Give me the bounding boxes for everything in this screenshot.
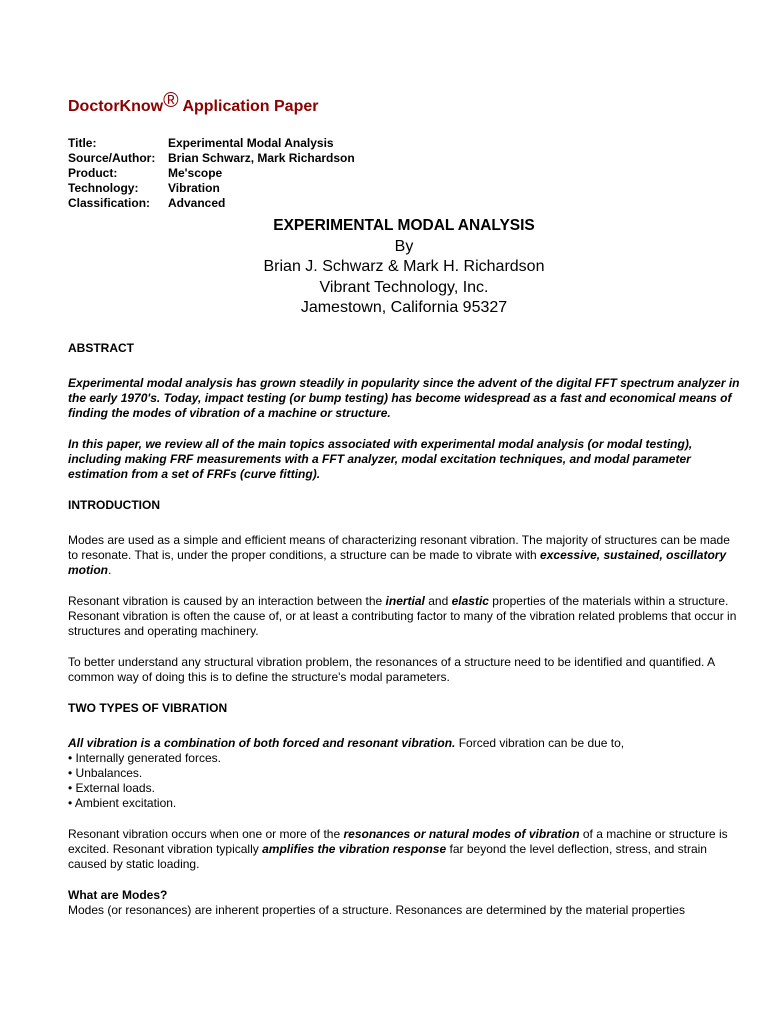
text-run: . (108, 562, 112, 577)
text-run: Forced vibration can be due to, (455, 735, 625, 750)
meta-key: Classification: (68, 196, 151, 210)
meta-value: Experimental Modal Analysis (168, 136, 334, 150)
by-line: By (394, 237, 414, 255)
text-run: Resonant vibration occurs when one or more of the (68, 826, 344, 841)
emphasis-text: amplifies the vibration response (262, 841, 447, 856)
location-line: Jamestown, California 95327 (300, 299, 508, 316)
abstract-paragraph-2: In this paper, we review all of the main topics associated with experimental modal analysis (or modal testing), including making FRF measurements with a FFT analyzer, modal excitation techniques, and modal parameter estimation from a set of FRFs (curve fitting). (68, 436, 693, 481)
meta-row-classification (68, 196, 740, 211)
list-item: • Unbalances. (68, 765, 143, 780)
text-run: of a machine or structure is excited. Resonant vibration typically (68, 826, 728, 856)
text-run: and (424, 593, 452, 608)
meta-value: Vibration (168, 181, 220, 195)
modes-heading: What are Modes? (68, 887, 168, 902)
modes-paragraph: Modes (or resonances) are inherent properties of a structure. Resonances are determined by the material properties (68, 902, 685, 917)
emphasis-text: inertial (385, 593, 425, 608)
text-run: far beyond the level deflection, stress, and strain caused by static loading. (68, 841, 707, 871)
title-block (68, 216, 740, 319)
intro-paragraph-2 (68, 594, 740, 639)
two-types-heading: TWO TYPES OF VIBRATION (68, 700, 228, 715)
list-item: • External loads. (68, 780, 155, 795)
meta-key: Source/Author: (68, 151, 156, 165)
brand-header (68, 89, 740, 116)
list-item: • Ambient excitation. (68, 795, 177, 810)
two-types-lead (68, 736, 740, 751)
intro-paragraph-1 (68, 533, 740, 578)
resonant-vibration-paragraph (68, 827, 740, 872)
meta-key: Product: (68, 166, 118, 180)
meta-value: Advanced (168, 196, 226, 210)
meta-key: Technology: (68, 181, 139, 195)
text-run: Resonant vibration is caused by an interaction between the (68, 593, 386, 608)
registered-mark: ® (163, 89, 179, 112)
abstract-paragraph-1: Experimental modal analysis has grown steadily in popularity since the advent of the digital FFT spectrum analyzer in the early 1970's. Today, impact testing (or bump testing) has become widespread as a fast and economical means of finding the modes of vibration of a machine or structure. (68, 375, 740, 420)
meta-row-source (68, 151, 740, 166)
brand-suffix: Application Paper (178, 98, 319, 115)
text-run: Modes are used as a simple and efficient means of characterizing resonant vibration. The majority of structures can be made to resonate. That is, under the proper conditions, a structure can be made to vibrate with (68, 532, 730, 562)
list-item: • Internally generated forces. (68, 750, 221, 765)
meta-row-product (68, 166, 740, 181)
company-line: Vibrant Technology, Inc. (319, 278, 489, 296)
brand-name: DoctorKnow (68, 98, 164, 115)
emphasis-text: elastic (451, 593, 489, 608)
emphasis-text: All vibration is a combination of both forced and resonant vibration. (68, 735, 456, 750)
document-page (68, 89, 740, 918)
forced-vibration-list (68, 751, 740, 811)
emphasis-text: resonances or natural modes of vibration (343, 826, 580, 841)
meta-key: Title: (68, 136, 97, 150)
abstract-heading: ABSTRACT (68, 340, 134, 355)
introduction-heading: INTRODUCTION (68, 497, 160, 512)
meta-value: Brian Schwarz, Mark Richardson (168, 151, 355, 165)
meta-value: Me'scope (168, 166, 223, 180)
meta-row-title (68, 136, 740, 151)
paper-title: EXPERIMENTAL MODAL ANALYSIS (273, 217, 535, 234)
intro-paragraph-3: To better understand any structural vibration problem, the resonances of a structure need to be identified and quantified. A common way of doing this is to define the structure's modal parameters. (68, 654, 715, 684)
emphasis-text: excessive, sustained, oscillatory motion (68, 547, 727, 577)
meta-row-technology (68, 181, 740, 196)
authors-line: Brian J. Schwarz & Mark H. Richardson (263, 258, 545, 275)
text-run: properties of the materials within a structure. Resonant vibration is often the cause of, or at least a contributing factor to many of the vibration related problems that occur in structures and operating machinery. (68, 593, 737, 638)
metadata-table (68, 136, 740, 211)
